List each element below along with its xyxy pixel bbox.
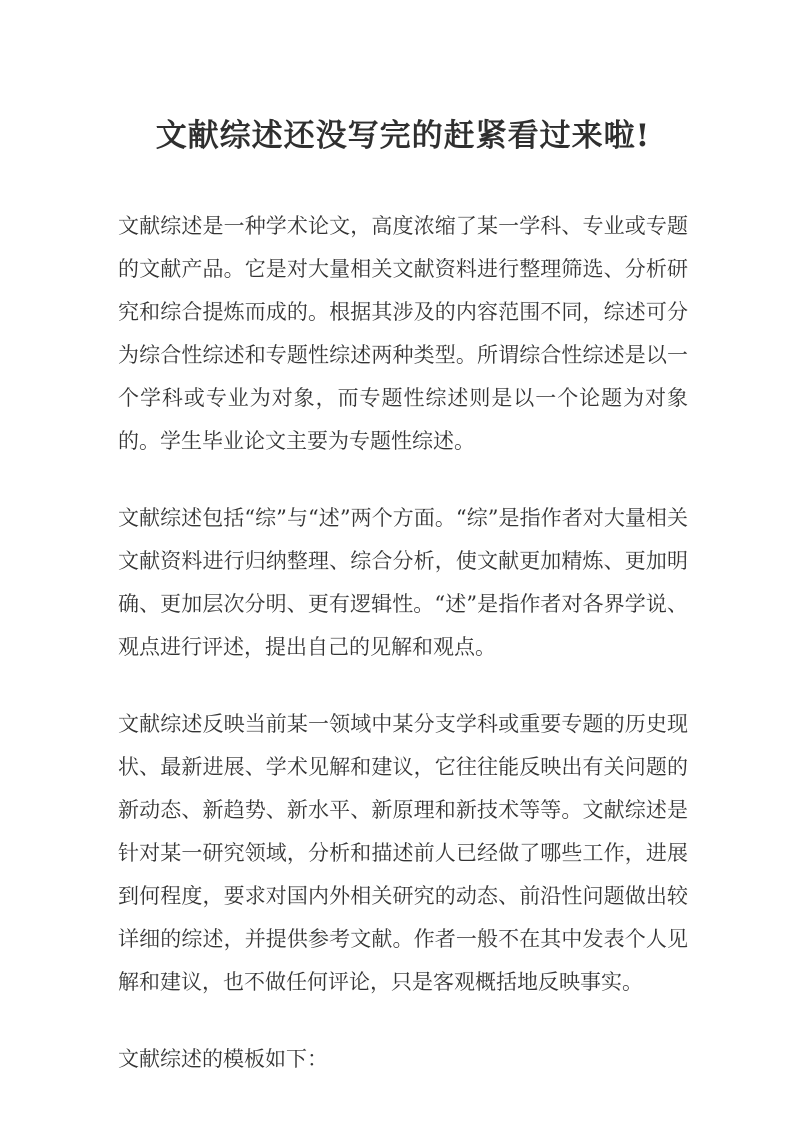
paragraph-intro-definition: 文献综述是一种学术论文，高度浓缩了某一学科、专业或专题的文献产品。它是对大量相关文献资料进行整理筛选、分析研究和综合提炼而成的。根据其涉及的内容范围不同，综述可分为综合性综述和专题性综述两种类型。所谓综合性综述是以一个学科或专业为对象，而专题性综述则是以一个论题为对象的。学生毕业论文主要为专题性综述。 — [118, 214, 688, 453]
paragraph-template-intro: 文献综述的模板如下： — [118, 1047, 328, 1071]
paragraph-zong-shu-aspects: 文献综述包括“综”与“述”两个方面。“综”是指作者对大量相关文献资料进行归纳整理、综合分析，使文献更加精炼、更加明确、更加层次分明、更有逻辑性。“述”是指作者对各界学说、观点进行评述，提出自己的见解和观点。 — [118, 506, 688, 659]
paragraph-purpose-scope: 文献综述反映当前某一领域中某分支学科或重要专题的历史现状、最新进展、学术见解和建议，它往往能反映出有关问题的新动态、新趋势、新水平、新原理和新技术等等。文献综述是针对某一研究领域，分析和描述前人已经做了哪些工作，进展到何程度，要求对国内外相关研究的动态、前沿性问题做出较详细的综述，并提供参考文献。作者一般不在其中发表个人见解和建议，也不做任何评论，只是客观概括地反映事实。 — [118, 712, 688, 994]
document-title: 文献综述还没写完的赶紧看过来啦! — [155, 118, 651, 154]
